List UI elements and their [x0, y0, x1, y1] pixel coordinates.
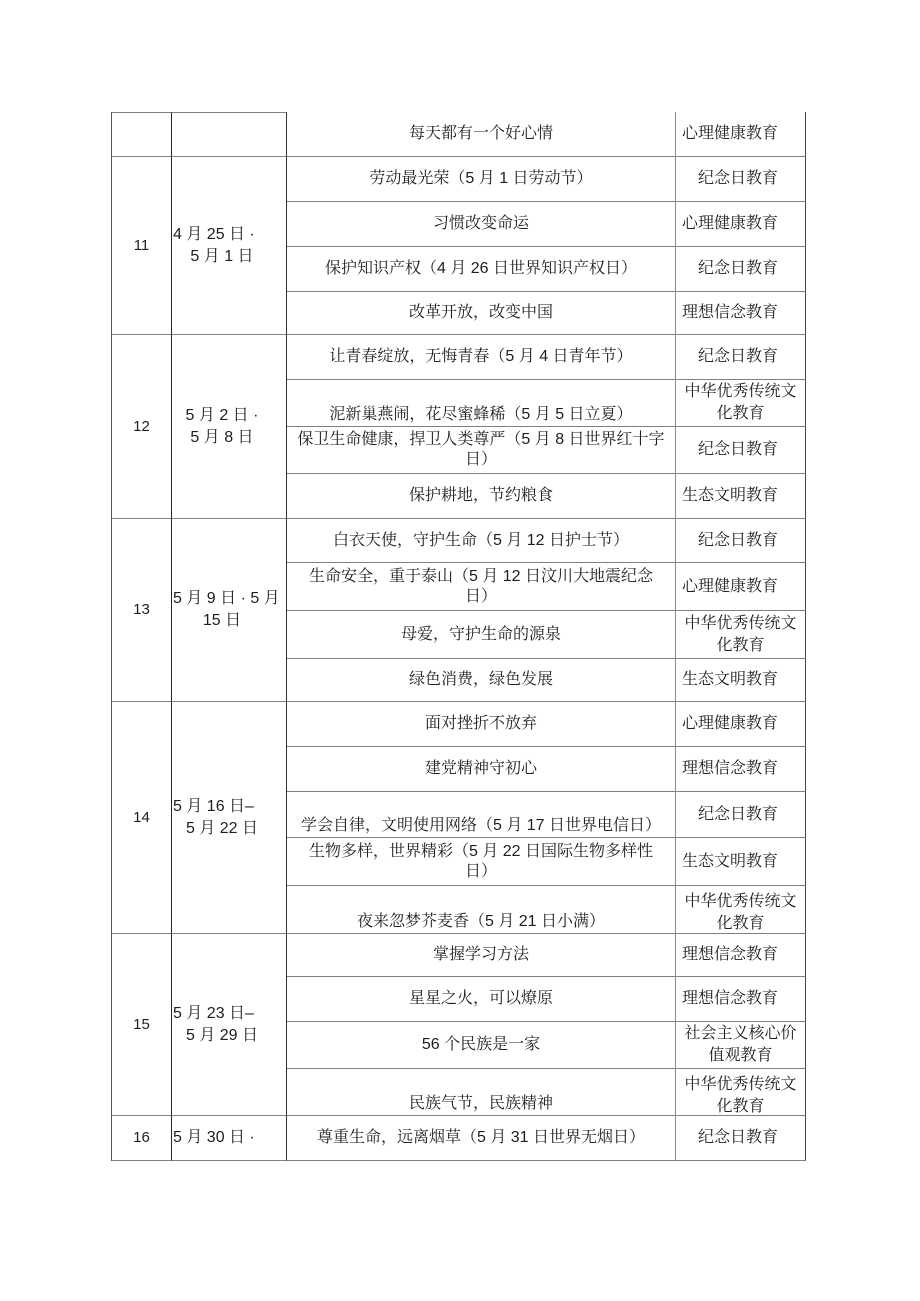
- category-cell: [676, 427, 806, 474]
- category-label: 中华优秀传统文: [684, 893, 797, 910]
- category-cell: [676, 659, 806, 702]
- topic-cell: [287, 1022, 676, 1069]
- category-label: 社会主义核心价: [684, 1025, 797, 1042]
- category-label: 心理健康教育: [681, 215, 778, 232]
- week-number-cell: [112, 157, 172, 335]
- week-number: 16: [133, 1129, 150, 1146]
- topic-cell: [287, 292, 676, 335]
- topic-title: 掌握学习方法: [432, 946, 529, 963]
- category-cell: [676, 886, 806, 934]
- category-label: 心理健康教育: [681, 577, 778, 595]
- category-label: 理想信念教育: [681, 946, 778, 963]
- category-label: 纪念日教育: [697, 260, 778, 277]
- category-label: 心理健康教育: [681, 715, 778, 732]
- topic-title: 绿色消费，绿色发展: [408, 671, 553, 688]
- category-label: 心理健康教育: [681, 125, 778, 142]
- category-cell: [676, 474, 806, 519]
- date-range-cell: [172, 934, 287, 1116]
- topic-title: 日）: [464, 862, 497, 880]
- topic-cell: [287, 838, 676, 886]
- topic-title: 保卫生命健康，捍卫人类尊严（5 月 8 日世界红十字: [297, 431, 665, 448]
- topic-cell: [287, 1116, 676, 1161]
- topic-title: 白衣天使，守护生命（5 月 12 日护士节）: [332, 531, 630, 549]
- category-label: 生态文明教育: [681, 852, 778, 870]
- topic-title: 星星之火，可以燎原: [408, 990, 553, 1007]
- date-start: 5 月 9 日 · 5 月: [173, 590, 280, 607]
- category-cell: [676, 977, 806, 1022]
- topic-title: 习惯改变命运: [432, 215, 529, 232]
- topic-title: 日）: [464, 451, 497, 468]
- category-cell: [676, 611, 806, 659]
- date-end: 5 月 1 日: [190, 247, 254, 265]
- topic-cell: [287, 886, 676, 934]
- topic-title: 尊重生命，远离烟草（5 月 31 日世界无烟日）: [316, 1129, 646, 1146]
- category-label: 化教育: [716, 405, 765, 422]
- category-label: 理想信念教育: [681, 760, 778, 777]
- schedule-table: [111, 112, 806, 1161]
- category-label: 理想信念教育: [681, 990, 778, 1007]
- topic-cell: [287, 977, 676, 1022]
- category-label: 生态文明教育: [681, 671, 778, 688]
- week-number: 11: [133, 236, 150, 254]
- category-label: 中华优秀传统文: [684, 1076, 797, 1093]
- category-cell: [676, 112, 806, 157]
- topic-title: 学会自律，文明使用网络（5 月 17 日世界电信日）: [300, 817, 662, 834]
- topic-cell: [287, 157, 676, 202]
- date-end: 5 月 22 日: [185, 819, 259, 837]
- category-cell: [676, 335, 806, 380]
- topic-title: 生物多样，世界精彩（5 月 22 日国际生物多样性: [308, 842, 654, 860]
- category-label: 化教育: [716, 636, 765, 654]
- category-label: 化教育: [716, 915, 765, 932]
- topic-cell: [287, 934, 676, 977]
- category-label: 纪念日教育: [697, 531, 778, 549]
- category-cell: [676, 1116, 806, 1161]
- topic-cell: [287, 519, 676, 563]
- category-cell: [676, 838, 806, 886]
- week-number-cell: [112, 934, 172, 1116]
- week-number-cell: [112, 1116, 172, 1161]
- date-range-cell: [172, 702, 287, 934]
- topic-cell: [287, 611, 676, 659]
- category-label: 理想信念教育: [681, 304, 778, 321]
- topic-title: 保护耕地，节约粮食: [408, 487, 553, 504]
- category-label: 纪念日教育: [697, 441, 778, 458]
- week-number-cell: [112, 702, 172, 934]
- week-number: 12: [133, 417, 150, 435]
- category-cell: [676, 1069, 806, 1116]
- topic-title: 改革开放，改变中国: [408, 304, 553, 321]
- week-number: 15: [133, 1015, 150, 1033]
- topic-cell: [287, 563, 676, 611]
- category-cell: [676, 519, 806, 563]
- category-label: 化教育: [716, 1098, 765, 1115]
- category-cell: [676, 1022, 806, 1069]
- date-end: 5 月 8 日: [190, 428, 254, 446]
- topic-title: 生命安全，重于泰山（5 月 12 日汶川大地震纪念: [308, 567, 654, 585]
- topic-title: 保护知识产权（4 月 26 日世界知识产权日）: [324, 260, 638, 277]
- date-range-cell: [172, 112, 287, 157]
- category-label: 生态文明教育: [681, 487, 778, 504]
- topic-title: 让青春绽放，无悔青春（5 月 4 日青年节）: [329, 348, 633, 365]
- category-label: 纪念日教育: [697, 170, 778, 187]
- category-cell: [676, 202, 806, 247]
- category-cell: [676, 563, 806, 611]
- category-cell: [676, 247, 806, 292]
- category-cell: [676, 792, 806, 838]
- week-number: 13: [133, 601, 150, 618]
- topic-title: 建党精神守初心: [424, 760, 537, 777]
- topic-cell: [287, 247, 676, 292]
- week-number: 14: [133, 808, 150, 826]
- date-start: 5 月 16 日–: [173, 797, 254, 815]
- topic-cell: [287, 1069, 676, 1116]
- topic-title: 母爱，守护生命的源泉: [400, 625, 561, 643]
- week-number-cell: [112, 335, 172, 519]
- category-cell: [676, 747, 806, 792]
- topic-title: 每天都有一个好心情: [408, 125, 553, 142]
- topic-cell: [287, 202, 676, 247]
- category-label: 纪念日教育: [697, 805, 778, 823]
- topic-title: 面对挫折不放弃: [424, 715, 537, 732]
- category-label: 值观教育: [708, 1047, 773, 1064]
- topic-cell: [287, 747, 676, 792]
- date-end: 5 月 29 日: [185, 1026, 259, 1044]
- topic-cell: [287, 335, 676, 380]
- week-number-cell: [112, 112, 172, 157]
- topic-title: 民族气节，民族精神: [408, 1095, 553, 1112]
- date-start: 5 月 23 日–: [173, 1004, 254, 1022]
- topic-title: 劳动最光荣（5 月 1 日劳动节）: [369, 170, 593, 187]
- topic-title: 夜来忽梦芥麦香（5 月 21 日小满）: [356, 913, 606, 930]
- topic-title: 日）: [464, 587, 497, 605]
- topic-cell: [287, 792, 676, 838]
- category-label: 中华优秀传统文: [684, 614, 797, 632]
- category-cell: [676, 380, 806, 427]
- date-start: 4 月 25 日 ·: [173, 225, 255, 243]
- date-range-cell: [172, 157, 287, 335]
- topic-cell: [287, 659, 676, 702]
- date-start: 5 月 2 日 ·: [185, 406, 259, 424]
- week-number-cell: [112, 519, 172, 702]
- date-end: 15 日: [202, 612, 242, 629]
- date-start: 5 月 30 日 ·: [173, 1129, 255, 1146]
- date-range-cell: [172, 335, 287, 519]
- category-label: 纪念日教育: [697, 348, 778, 365]
- category-cell: [676, 157, 806, 202]
- category-label: 中华优秀传统文: [684, 383, 797, 400]
- topic-cell: [287, 112, 676, 157]
- category-label: 纪念日教育: [697, 1129, 778, 1146]
- topic-title: 泥新巢燕闹，花尽蜜蜂稀（5 月 5 日立夏）: [329, 406, 633, 423]
- category-cell: [676, 702, 806, 747]
- topic-cell: [287, 474, 676, 519]
- date-range-cell: [172, 1116, 287, 1161]
- date-range-cell: [172, 519, 287, 702]
- topic-cell: [287, 380, 676, 427]
- topic-cell: [287, 427, 676, 474]
- topic-title: 56 个民族是一家: [421, 1036, 541, 1053]
- category-cell: [676, 934, 806, 977]
- category-cell: [676, 292, 806, 335]
- topic-cell: [287, 702, 676, 747]
